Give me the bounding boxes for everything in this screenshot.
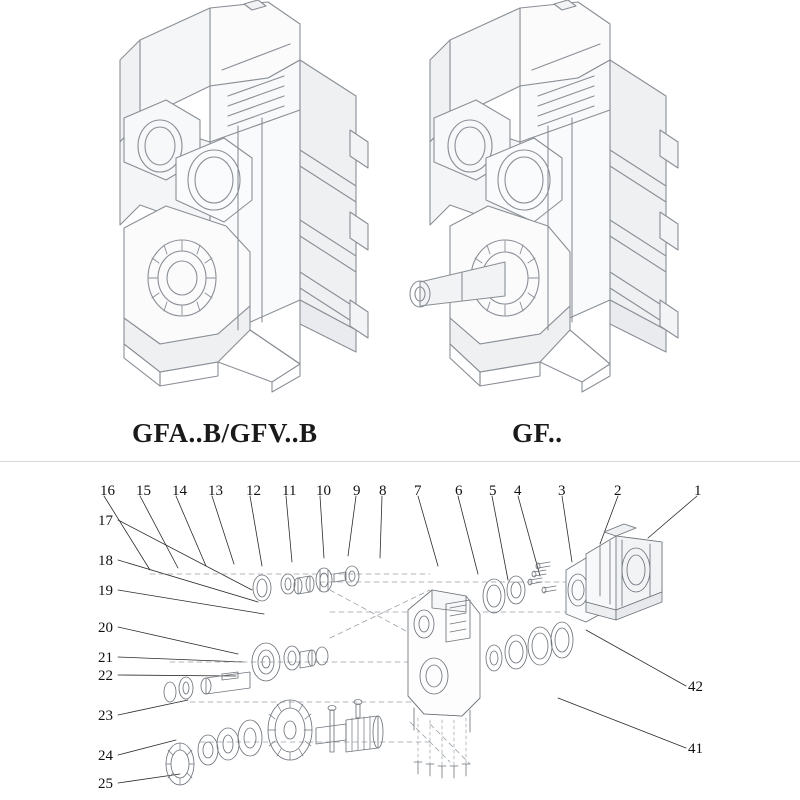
gearbox-left-geometry [120, 0, 368, 392]
callout-41: 41 [688, 741, 703, 757]
callout-17: 17 [98, 513, 113, 529]
callout-6: 6 [455, 483, 463, 499]
callout-11: 11 [282, 483, 297, 499]
callout-4: 4 [514, 483, 522, 499]
exploded-parts-drawing [0, 462, 800, 800]
callout-8: 8 [379, 483, 387, 499]
callout-16: 16 [100, 483, 115, 499]
callout-22: 22 [98, 668, 113, 684]
housing-body [408, 590, 480, 778]
callout-7: 7 [414, 483, 422, 499]
small-parts-upper-row [253, 566, 359, 601]
callout-25: 25 [98, 776, 113, 792]
callout-18: 18 [98, 553, 113, 569]
caption-gfa-gfv: GFA..B/GFV..B [132, 418, 318, 448]
callout-5: 5 [489, 483, 497, 499]
callout-24: 24 [98, 748, 113, 764]
callout-2: 2 [614, 483, 622, 499]
callout-9: 9 [353, 483, 361, 499]
callout-21: 21 [98, 650, 113, 666]
callout-23: 23 [98, 708, 113, 724]
callout-3: 3 [558, 483, 566, 499]
exploded-parts-panel [0, 462, 800, 800]
callout-14: 14 [172, 483, 187, 499]
gearbox-right-geometry [410, 0, 678, 392]
callout-1: 1 [694, 483, 702, 499]
callout-12: 12 [246, 483, 261, 499]
callout-13: 13 [208, 483, 223, 499]
leader-lines-right [558, 630, 686, 748]
callout-15: 15 [136, 483, 151, 499]
callout-42: 42 [688, 679, 703, 695]
small-parts-middle-row [164, 643, 328, 702]
callout-10: 10 [316, 483, 331, 499]
right-parts-stack [483, 524, 662, 671]
caption-gf: GF.. [512, 418, 563, 448]
callout-20: 20 [98, 620, 113, 636]
leader-lines-left [118, 520, 264, 783]
callout-19: 19 [98, 583, 113, 599]
